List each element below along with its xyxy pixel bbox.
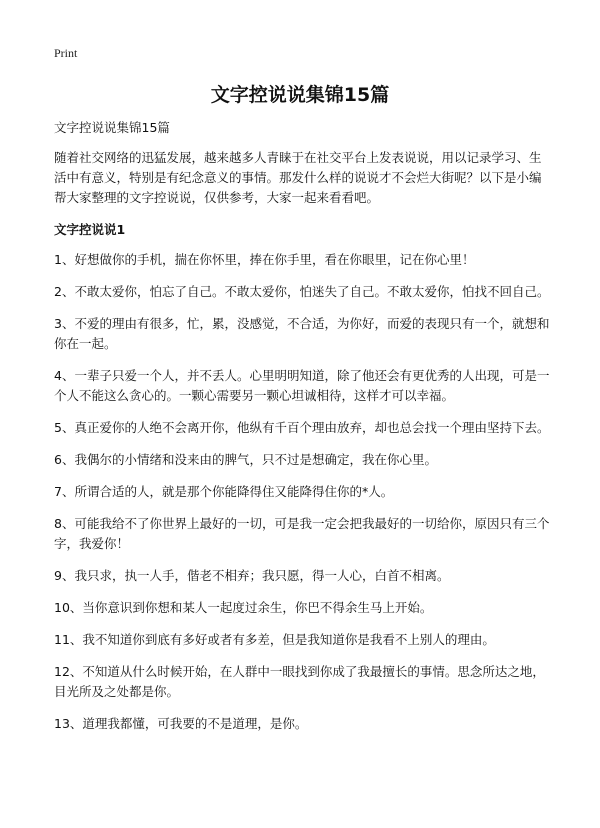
- document-body: [54, 118, 550, 746]
- print-label: Print: [54, 46, 78, 60]
- list-item: 3、不爱的理由有很多，忙，累，没感觉，不合适，为你好，而爱的表现只有一个，就想和你在一起。: [54, 316, 550, 351]
- subtitle: 文字控说说集锦15篇: [54, 120, 170, 135]
- page-title: 文字控说说集锦15篇: [210, 84, 390, 106]
- list-item: 2、不敢太爱你，怕忘了自己。不敢太爱你，怕迷失了自己。不敢太爱你，怕找不回自己。: [54, 284, 550, 299]
- list-item: 11、我不知道你到底有多好或者有多差，但是我知道你是我看不上别人的理由。: [54, 632, 495, 647]
- list-item: 7、所谓合适的人，就是那个你能降得住又能降得住你的*人。: [54, 484, 394, 499]
- list-item: 9、我只求，执一人手，偕老不相弃；我只愿，得一人心，白首不相离。: [54, 568, 450, 583]
- list-item: 13、道理我都懂，可我要的不是道理，是你。: [54, 716, 308, 731]
- list-item: 12、不知道从什么时候开始，在人群中一眼找到你成了我最擅长的事情。思念所达之地，目光所及之处都是你。: [54, 664, 545, 699]
- list-item: 10、当你意识到你想和某人一起度过余生，你巴不得余生马上开始。: [54, 600, 433, 615]
- list-item: 4、一辈子只爱一个人，并不丢人。心里明明知道，除了他还会有更优秀的人出现，可是一个人不能这么贪心的。一颗心需要另一颗心坦诚相待，这样才可以幸福。: [54, 368, 550, 403]
- list-item: 5、真正爱你的人绝不会离开你，他纵有千百个理由放弃，却也总会找一个理由坚持下去。: [54, 420, 550, 435]
- list-item: 1、好想做你的手机，揣在你怀里，捧在你手里，看在你眼里，记在你心里！: [54, 252, 475, 267]
- list-item: 6、我偶尔的小情绪和没来由的脾气，只不过是想确定，我在你心里。: [54, 452, 437, 467]
- list-item: 8、可能我给不了你世界上最好的一切，可是我一定会把我最好的一切给你，原因只有三个字，我爱你！: [54, 516, 550, 551]
- intro-paragraph: 随着社交网络的迅猛发展，越来越多人青睐于在社交平台上发表说说，用以记录学习、生活中有意义，特别是有纪念意义的事情。那发什么样的说说才不会烂大街呢？以下是小编帮大家整理的文字控说说，仅供参考，大家一起来看看吧。: [54, 150, 542, 205]
- section-heading: 文字控说说1: [54, 222, 126, 237]
